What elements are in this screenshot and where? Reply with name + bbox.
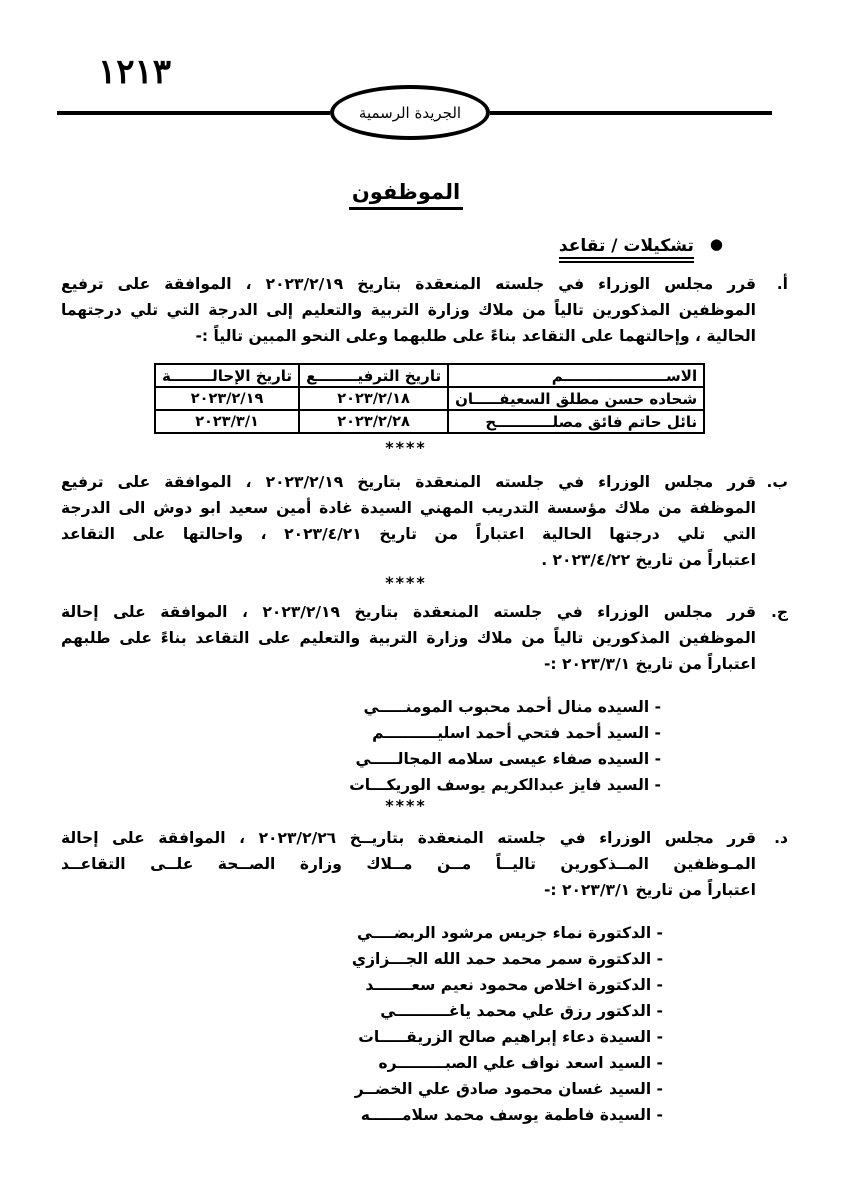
item-b-line: التي تلي درجتها الحالية اعتباراً من تاريخ ٢٠٢٣/٤/٢١ ، واحالتها على التقاعد <box>61 525 756 543</box>
retiree-name: - الدكتورة اخلاص محمود نعيم سعـــــــد <box>365 976 663 994</box>
header-rule-right <box>490 111 772 115</box>
table-header-row <box>155 364 704 387</box>
item-c-line: قرر مجلس الوزراء في جلسته المنعقدة بتاريخ ٢٠٢٣/٢/١٩ ، الموافقة على إحالة <box>61 603 756 621</box>
item-b-text <box>61 469 756 573</box>
employee-name: شحاده حسن مطلق السعيفـــــان <box>448 387 704 410</box>
decision-item-a <box>61 271 788 349</box>
column-header-promotion-date: تاريخ الترفيــــــــع <box>299 364 448 387</box>
retiree-name: - السيد فايز عبدالكريم يوسف الوريكـــات <box>349 776 661 794</box>
retiree-name: - الدكتورة سمر محمد حمد الله الجـــزازي <box>351 950 663 968</box>
item-a-line: قرر مجلس الوزراء في جلسته المنعقدة بتاريخ ٢٠٢٣/٢/١٩ ، الموافقة على ترفيع <box>61 275 757 293</box>
page-number: ١٢١٣ <box>98 52 172 92</box>
item-b-line: الموظفة من ملاك مؤسسة التدريب المهني السيدة غادة أمين سعيد ابو دوش الى الدرجة <box>61 499 756 517</box>
retiree-name: - السيده منال أحمد محبوب المومنـــــي <box>363 698 661 716</box>
retiree-name: - السيد غسان محمود صادق علي الخضــر <box>354 1080 663 1098</box>
retiree-list-d <box>352 920 663 1128</box>
item-a-line: الحالية ، وإحالتهما على التقاعد بناءً على طلبهما وعلى النحو المبين تالياً :- <box>195 327 756 345</box>
item-d-line: قرر مجلس الوزراء في جلسته المنعقدة بتاريــخ ٢٠٢٣/٢/٢٦ ، الموافقة على إحالة <box>61 829 757 847</box>
bullet-icon: ● <box>709 235 723 253</box>
retiree-name: - السيده صفاء عيسى سلامه المجالـــــي <box>355 750 661 768</box>
gazette-badge <box>330 85 490 140</box>
promotion-date: ٢٠٢٣/٢/١٨ <box>299 387 448 410</box>
page-title: الموظفون <box>0 180 812 204</box>
item-d-line: اعتباراً من تاريخ ٢٠٢٣/٣/١ :- <box>543 881 756 899</box>
retirement-table <box>154 363 705 434</box>
retiree-name: - السيدة فاطمة يوسف محمد سلامــــــه <box>360 1106 663 1124</box>
item-b-label: ب. <box>766 473 788 491</box>
item-b-line: قرر مجلس الوزراء في جلسته المنعقدة بتاريخ ٢٠٢٣/٢/١٩ ، الموافقة على ترفيع <box>61 473 757 491</box>
retiree-name: - السيد اسعد نواف علي الصبـــــــــره <box>378 1054 663 1072</box>
gazette-badge-label: الجريدة الرسمية <box>358 103 462 122</box>
table-row <box>155 410 704 433</box>
retiree-name: - السيدة دعاء إبراهيم صالح الزريقـــــات <box>358 1028 663 1046</box>
employee-name: نائل حاتم فائق مصلـــــــــــح <box>448 410 704 433</box>
item-c-line: اعتباراً من تاريخ ٢٠٢٣/٣/١ :- <box>543 655 756 673</box>
retiree-list-c <box>349 694 661 798</box>
header-rule <box>57 85 772 140</box>
retiree-name: - الدكتور رزق علي محمد ياغــــــــــي <box>380 1002 663 1020</box>
table-row <box>155 387 704 410</box>
asterisk-separator: **** <box>385 438 427 457</box>
item-a-label: أ. <box>776 275 788 293</box>
decision-item-b <box>61 469 788 573</box>
column-header-name: الاســــــــــــــــــــم <box>448 364 704 387</box>
section-heading-row <box>559 236 723 263</box>
retiree-name: - الدكتورة نماء جريس مرشود الربضــــي <box>356 924 663 942</box>
section-heading: تشكيلات / تقاعد <box>559 236 694 263</box>
promotion-date: ٢٠٢٣/٢/٢٨ <box>299 410 448 433</box>
item-d-line: المـوظفين المــذكورين تاليــاً مــن مــلاك وزارة الصــحة علــى التقاعــد <box>61 855 756 873</box>
referral-date: ٢٠٢٣/٣/١ <box>155 410 299 433</box>
item-d-label: د. <box>774 829 788 847</box>
decision-item-c <box>61 599 788 677</box>
item-a-text <box>61 271 756 349</box>
item-c-label: ج. <box>770 603 788 621</box>
item-d-text <box>61 825 756 903</box>
item-a-line: الموظفين المذكورين تالياً من ملاك وزارة التربية والتعليم إلى الدرجة التي تلي درجتهما <box>61 301 756 319</box>
column-header-referral-date: تاريخ الإحالــــــــة <box>155 364 299 387</box>
header-rule-left <box>57 111 330 115</box>
item-b-line: اعتباراً من تاريخ ٢٠٢٣/٤/٢٢ . <box>541 551 756 569</box>
asterisk-separator: **** <box>385 796 427 815</box>
item-c-line: الموظفين المذكورين تالياً من ملاك وزارة التربية والتعليم على التقاعد بناءً على طلبهم <box>61 629 756 647</box>
retiree-name: - السيد أحمد فتحي أحمد اسليــــــــــم <box>372 724 661 742</box>
item-c-text <box>61 599 756 677</box>
decision-item-d <box>61 825 788 903</box>
referral-date: ٢٠٢٣/٢/١٩ <box>155 387 299 410</box>
asterisk-separator: **** <box>385 573 427 592</box>
